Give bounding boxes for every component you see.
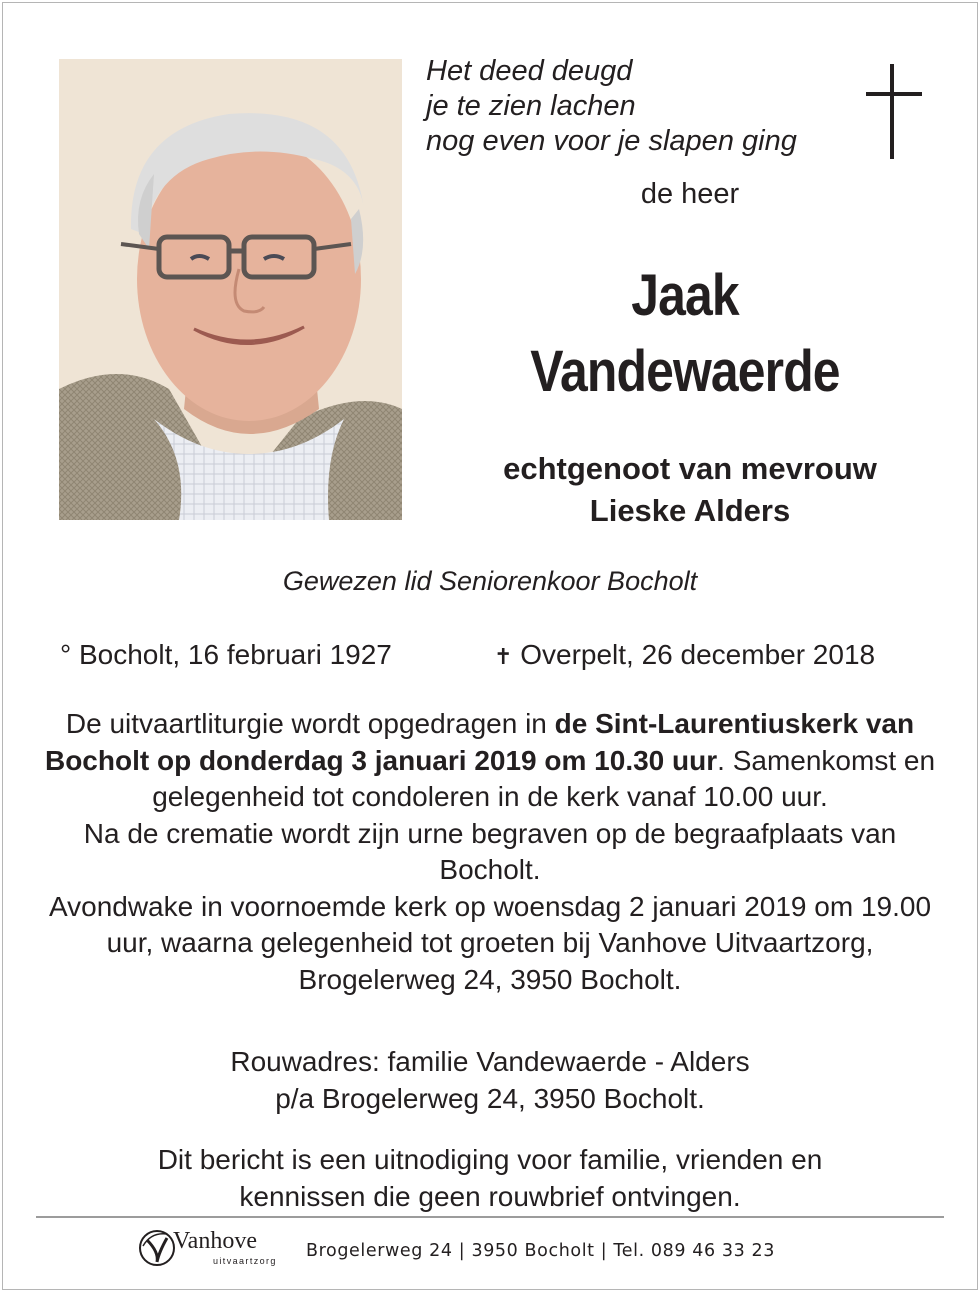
invitation-note (40, 1142, 940, 1215)
memorial-poem (426, 54, 797, 159)
deceased-first-name: Jaak (631, 263, 739, 328)
vigil-paragraph: Avondwake in voornoemde kerk op woensdag 2 januari 2019 om 19.00 uur, waarna gelegenheid tot groeten bij Vanhove Uitvaartzorg, Brogelerweg 24, 3950 Bocholt. (48, 890, 932, 995)
ceremony-details (40, 706, 940, 998)
liturgy-paragraph: De uitvaartliturgie wordt opgedragen in de Sint-Laurentiuskerk van Bocholt op donderdag 3 januari 2019 om 10.30 uur. Samenkomst en gelegenheid tot condoleren in de kerk vanaf 10.00 uur. (44, 708, 936, 812)
membership-role: Gewezen lid Seniorenkoor Bocholt (282, 566, 698, 596)
cremation-paragraph: Na de crematie wordt zijn urne begraven op de begraafplaats van Bocholt. (83, 817, 897, 885)
poem-line: nog even voor je slapen ging (426, 125, 797, 157)
invitation-line: Dit bericht is een uitnodiging voor familie, vrienden en (157, 1144, 823, 1175)
deceased-last-name: Vandewaerde (530, 339, 840, 404)
mourning-address (40, 1044, 940, 1117)
funeral-home-contact: Brogelerweg 24 | 3950 Bocholt | Tel. 089 46 33 23 (306, 1241, 776, 1261)
invitation-line: kennissen die geen rouwbrief ontvingen. (239, 1180, 741, 1212)
birth-info: ° Bocholt, 16 februari 1927 (60, 639, 392, 670)
poem-line: Het deed deugd (426, 55, 633, 87)
cross-icon (866, 64, 922, 159)
spouse-info (430, 448, 950, 532)
address-line: Rouwadres: familie Vandewaerde - Alders (230, 1046, 750, 1077)
footer-divider (36, 1216, 944, 1218)
liturgy-highlight: de Sint-Laurentiuskerk van Bocholt op donderdag 3 januari 2019 om 10.30 uur (44, 708, 915, 776)
logo-name: Vanhove (173, 1228, 257, 1254)
portrait-illustration (59, 59, 402, 520)
spouse-relation: echtgenoot van mevrouw (503, 451, 877, 486)
vanhove-logo (137, 1226, 297, 1270)
address-line: p/a Brogelerweg 24, 3950 Bocholt. (275, 1082, 705, 1114)
logo-subtitle: uitvaartzorg (213, 1256, 277, 1266)
dagger-icon: ✝ (494, 644, 513, 669)
portrait-photo (59, 59, 402, 520)
salutation: de heer (640, 178, 740, 210)
spouse-name: Lieske Alders (589, 493, 791, 528)
death-place-date: Overpelt, 26 december 2018 (520, 639, 876, 670)
death-info (494, 639, 875, 671)
poem-line: je te zien lachen (426, 90, 636, 122)
